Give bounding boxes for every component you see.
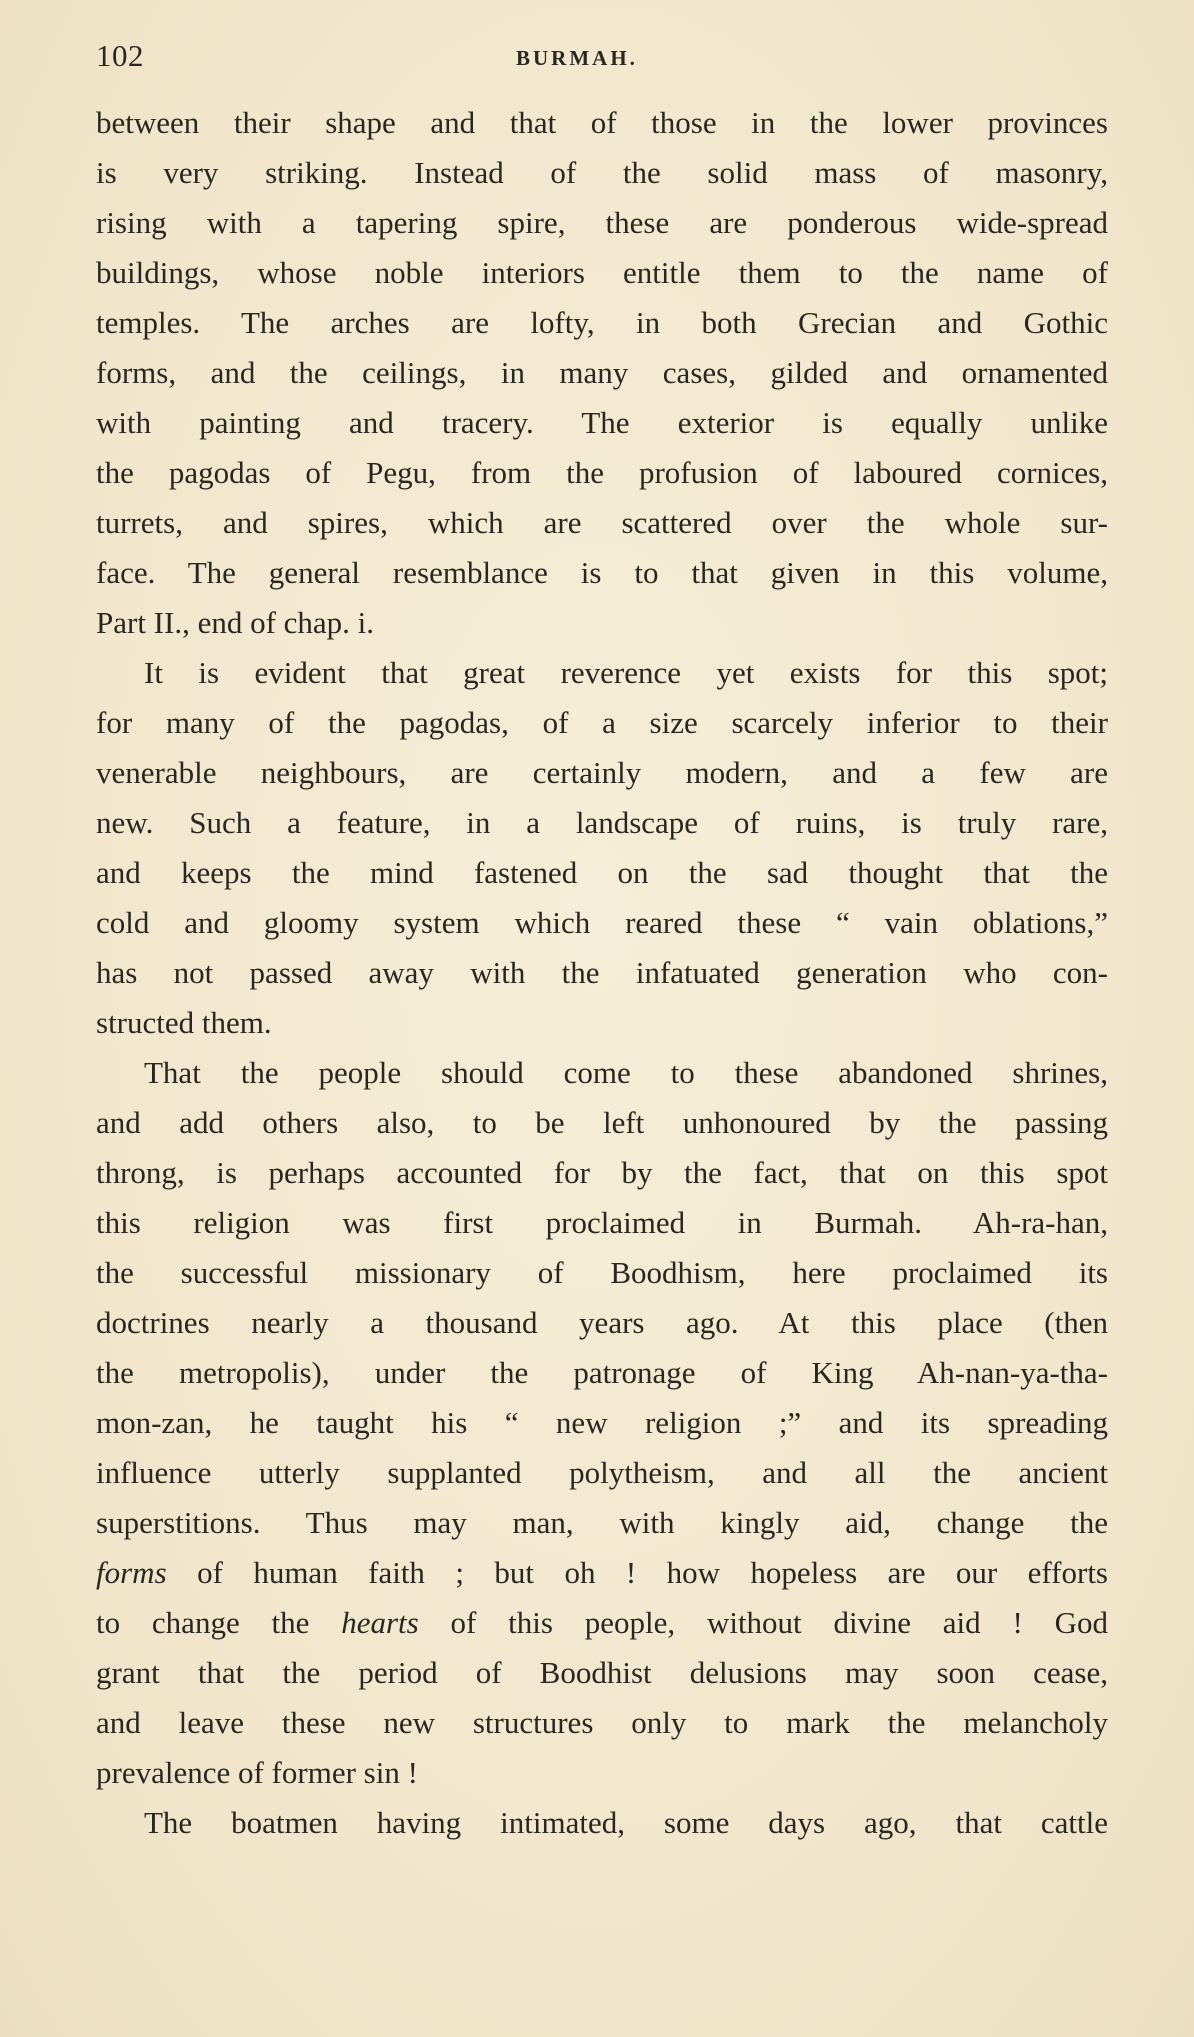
text-line: the successful missionary of Boodhism, here proclaimed its: [96, 1255, 1108, 1290]
text-line: rising with a tapering spire, these are ponderous wide-spread: [96, 205, 1108, 240]
text-line: doctrines nearly a thousand years ago. At this place (then: [96, 1305, 1108, 1340]
text-line: cold and gloomy system which reared these “ vain oblations,”: [96, 905, 1108, 940]
text-line: face. The general resemblance is to that given in this volume,: [96, 555, 1108, 590]
text-line: Part II., end of chap. i.: [96, 605, 375, 640]
text-line: forms, and the ceilings, in many cases, gilded and ornamented: [96, 355, 1108, 390]
body-text: [96, 98, 1108, 1848]
paragraph-start-line: That the people should come to these abandoned shrines,: [144, 1055, 1108, 1090]
text-line: the pagodas of Pegu, from the profusion of laboured cornices,: [96, 455, 1108, 490]
text-line: has not passed away with the infatuated generation who con-: [96, 955, 1108, 990]
text-line: throng, is perhaps accounted for by the fact, that on this spot: [96, 1155, 1108, 1190]
text-line: temples. The arches are lofty, in both Grecian and Gothic: [96, 305, 1108, 340]
text-line: mon-zan, he taught his “ new religion ;” and its spreading: [96, 1405, 1108, 1440]
page-number: 102: [96, 38, 144, 73]
text-line: and keeps the mind fastened on the sad thought that the: [96, 855, 1108, 890]
text-line: turrets, and spires, which are scattered over the whole sur-: [96, 505, 1108, 540]
emphasis-hearts: hearts: [341, 1605, 419, 1640]
text-line: venerable neighbours, are certainly modern, and a few are: [96, 755, 1108, 790]
text-line: prevalence of former sin !: [96, 1755, 418, 1790]
paragraph-start-line: The boatmen having intimated, some days ago, that cattle: [144, 1805, 1108, 1840]
text-line: this religion was first proclaimed in Burmah. Ah-ra-han,: [96, 1205, 1108, 1240]
paragraph-start-line: It is evident that great reverence yet exists for this spot;: [144, 655, 1108, 690]
page-header: [96, 38, 1108, 82]
text-line: new. Such a feature, in a landscape of ruins, is truly rare,: [96, 805, 1108, 840]
text-line: with painting and tracery. The exterior is equally unlike: [96, 405, 1108, 440]
text-line: is very striking. Instead of the solid mass of masonry,: [96, 155, 1108, 190]
text-line: grant that the period of Boodhist delusions may soon cease,: [96, 1655, 1108, 1690]
text-line: for many of the pagodas, of a size scarcely inferior to their: [96, 705, 1108, 740]
text-line: between their shape and that of those in the lower provinces: [96, 105, 1108, 140]
text-line: buildings, whose noble interiors entitle them to the name of: [96, 255, 1108, 290]
running-head: BURMAH.: [516, 46, 638, 70]
text-line: superstitions. Thus may man, with kingly aid, change the: [96, 1505, 1108, 1540]
text-line: and leave these new structures only to mark the melancholy: [96, 1705, 1108, 1740]
emphasis-forms: forms: [96, 1555, 167, 1590]
text-line: influence utterly supplanted polytheism, and all the ancient: [96, 1455, 1108, 1490]
text-line-with-emphasis: to change the hearts of this people, without divine aid ! God: [96, 1605, 1108, 1640]
text-line-with-emphasis: forms of human faith ; but oh ! how hopeless are our efforts: [96, 1555, 1108, 1590]
text-line: and add others also, to be left unhonoured by the passing: [96, 1105, 1108, 1140]
text-line: the metropolis), under the patronage of King Ah-nan-ya-tha-: [96, 1355, 1108, 1390]
text-line: structed them.: [96, 1005, 272, 1040]
